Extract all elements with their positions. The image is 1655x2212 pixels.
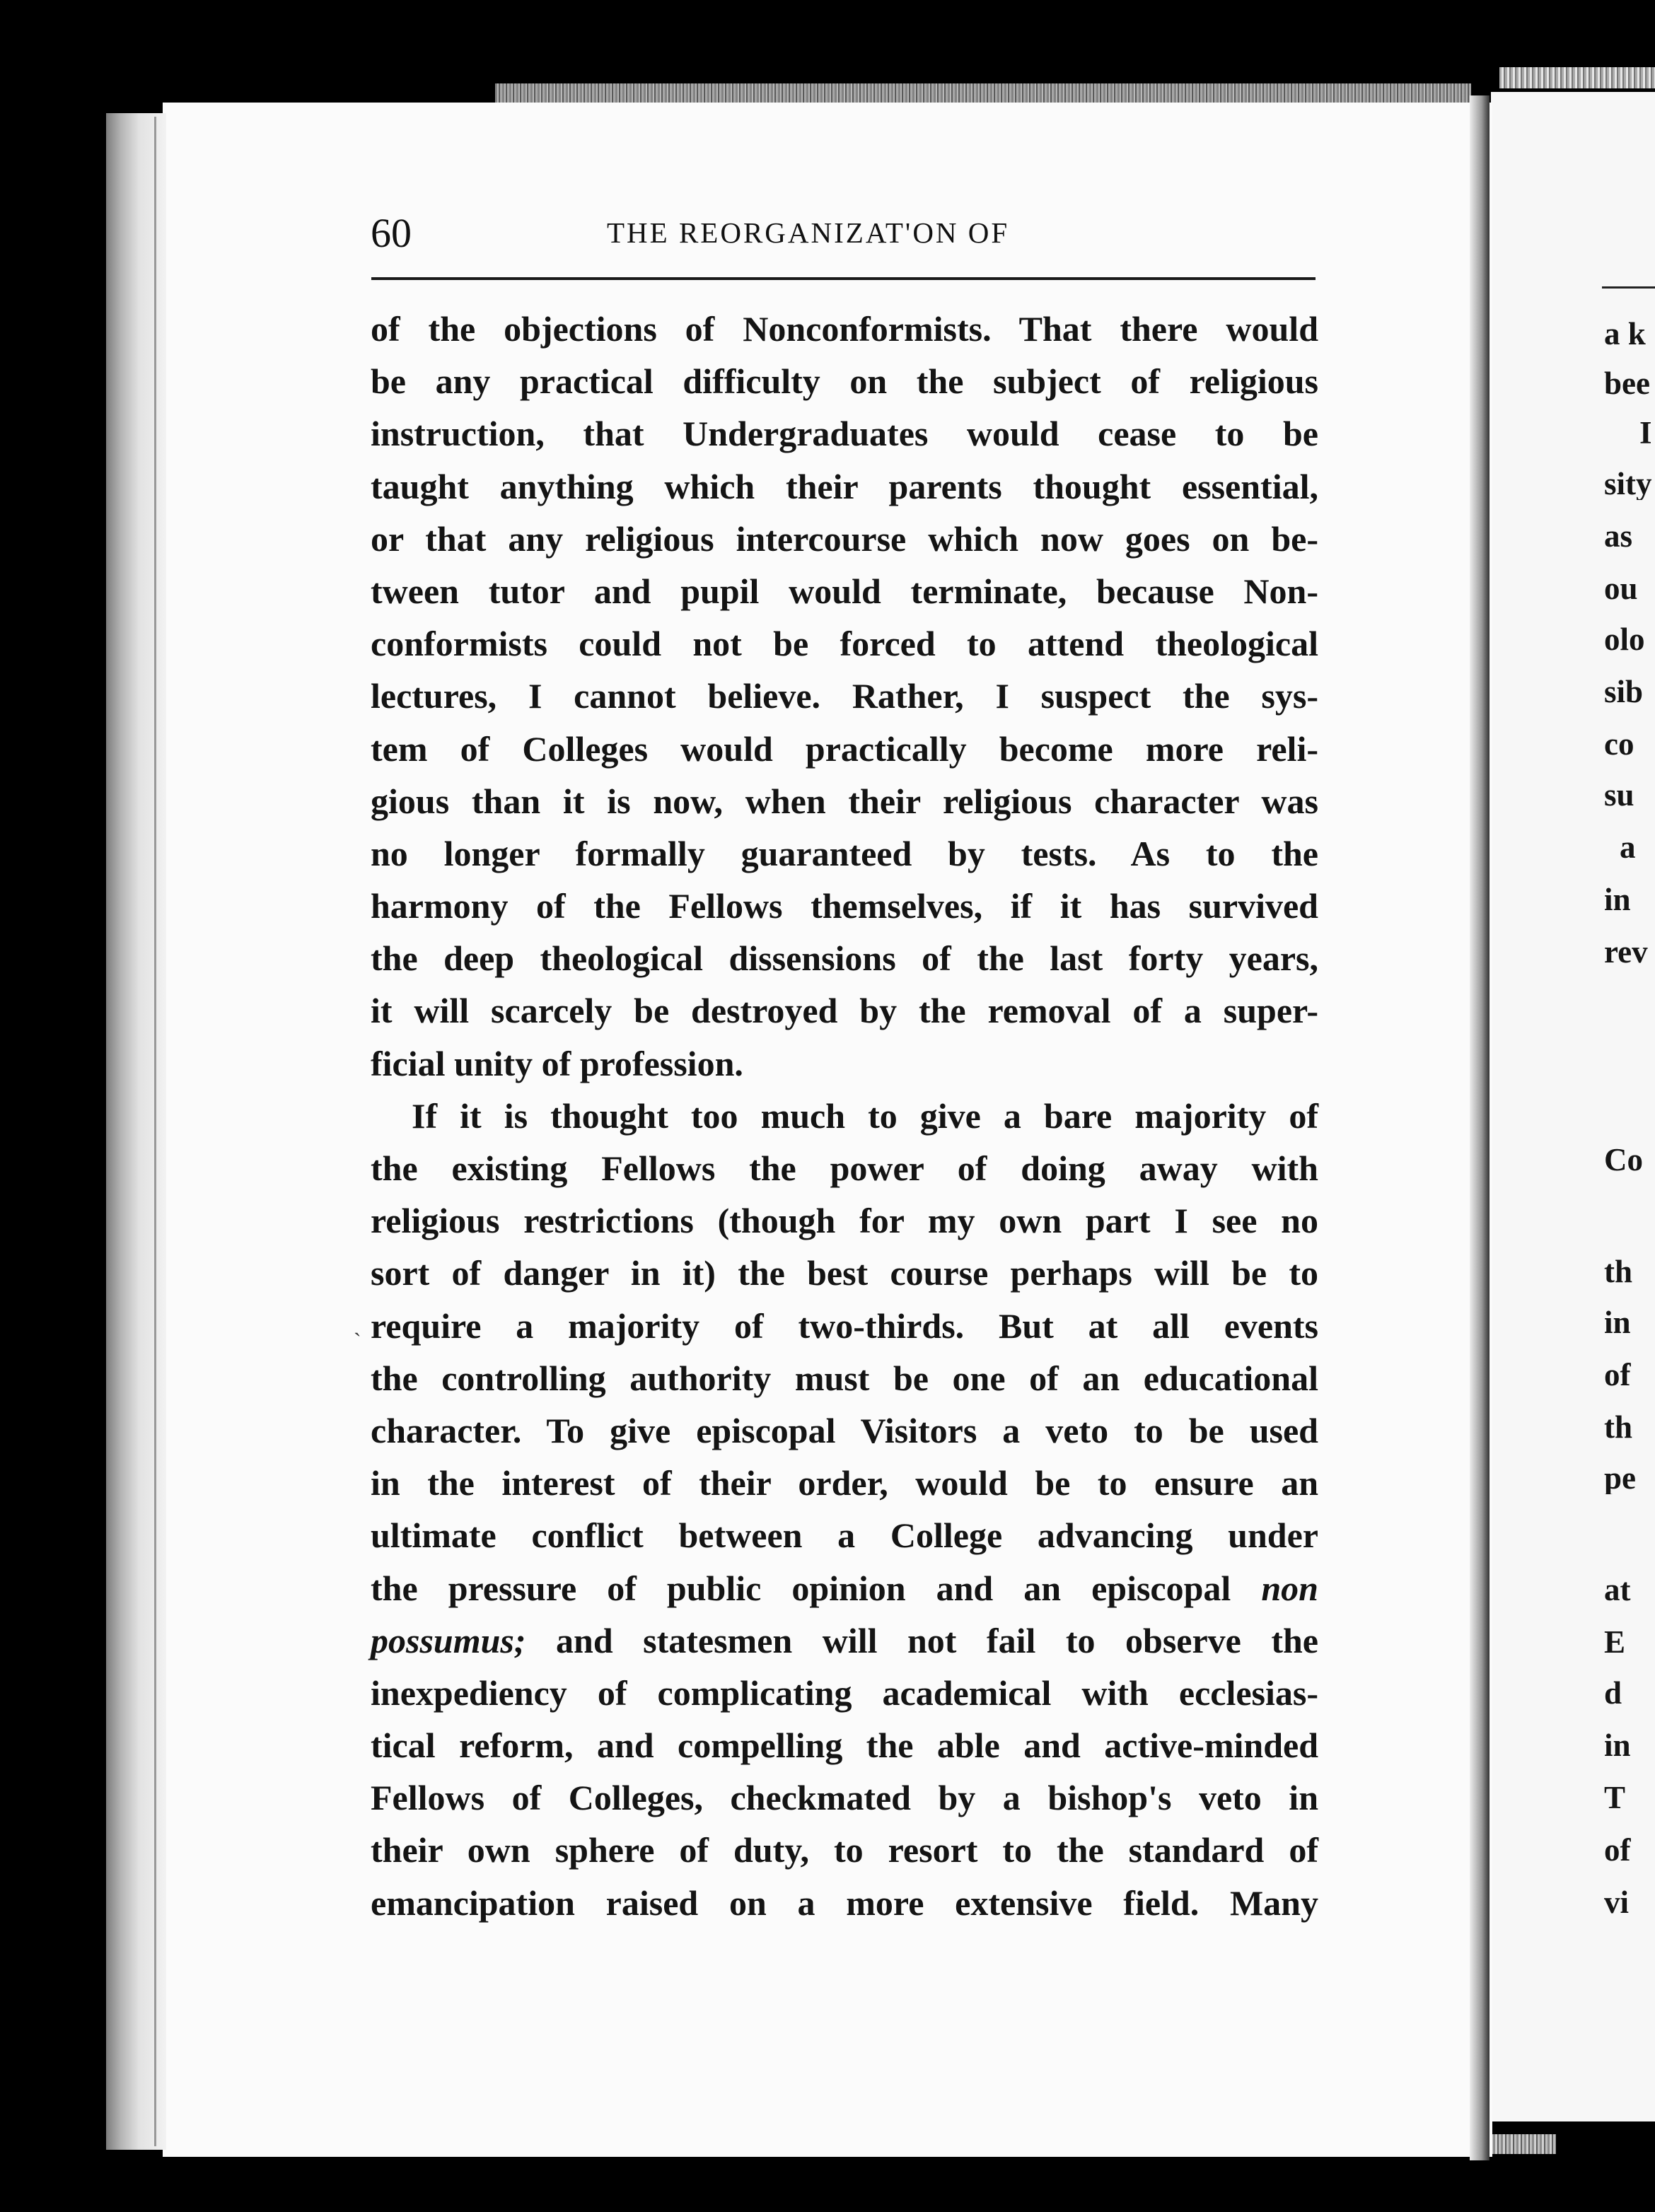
text-line: ficial unity of profession.	[371, 1043, 743, 1083]
adjacent-page-fragment: of	[1604, 1359, 1631, 1391]
adjacent-page-fragment: in	[1604, 1730, 1631, 1762]
book-spine	[106, 113, 166, 2150]
text-line: tween tutor and pupil would terminate, because Non-	[371, 571, 1318, 611]
text-line-segment: and statesmen will not fail to observe the	[556, 1620, 1318, 1660]
text-line: inexpediency of complicating academical with ecclesias-	[371, 1672, 1318, 1713]
text-line: or that any religious intercourse which now goes on be-	[371, 518, 1318, 559]
text-line: no longer formally guaranteed by tests. As to the	[371, 833, 1318, 873]
text-line: taught anything which their parents thought essential,	[371, 466, 1318, 506]
text-line: religious restrictions (though for my own part I see no	[371, 1201, 1318, 1241]
adjacent-page-fragment: th	[1604, 1411, 1633, 1443]
adjacent-page-fragment: at	[1604, 1574, 1631, 1606]
adjacent-page-fragment: olo	[1604, 624, 1645, 656]
page-right-edge	[1470, 95, 1490, 2160]
adjacent-page-fragment: ou	[1604, 573, 1638, 605]
adjacent-page-fragment: bee	[1604, 368, 1650, 400]
text-line: sort of danger in it) the best course perhaps will be to	[371, 1253, 1318, 1293]
running-head: THE REORGANIZAT'ON OF	[607, 216, 1010, 249]
text-line: their own sphere of duty, to resort to the standard of	[371, 1830, 1318, 1870]
text-line-segment: the pressure of public opinion and an episcopal	[371, 1568, 1231, 1608]
adjacent-page-fragment: co	[1604, 728, 1634, 760]
text-line: the deep theological dissensions of the last forty years,	[371, 938, 1318, 979]
adjacent-page-fragment: as	[1604, 520, 1633, 552]
text-line: gious than it is now, when their religious character was	[371, 781, 1318, 821]
adjacent-page-fragment: pe	[1604, 1462, 1636, 1494]
adjacent-page-fragment: Co	[1604, 1144, 1643, 1176]
text-line	[371, 1614, 1318, 1667]
adjacent-page-fragment: of	[1604, 1834, 1631, 1866]
page-number: 60	[371, 210, 412, 256]
text-line: If it is thought too much to give a bare majority of	[412, 1095, 1318, 1136]
text-line: conformists could not be forced to attend theological	[371, 624, 1318, 664]
text-line: Fellows of Colleges, checkmated by a bishop's veto in	[371, 1778, 1318, 1818]
spine-shadow-line	[154, 117, 156, 2146]
body-text	[371, 303, 1318, 1929]
page-edge-strip-top	[495, 83, 1471, 105]
text-line: lectures, I cannot believe. Rather, I suspect the sys-	[371, 676, 1318, 716]
margin-mark: ˋ	[354, 1328, 361, 1354]
adjacent-page-fragment: E	[1604, 1626, 1626, 1658]
text-line: character. To give episcopal Visitors a veto to be used	[371, 1410, 1318, 1450]
adjacent-page-fragment: sib	[1604, 676, 1644, 708]
adjacent-page-fragment: th	[1604, 1256, 1633, 1288]
adjacent-page-fragment: rev	[1604, 936, 1648, 968]
adjacent-page-fragment: sity	[1604, 468, 1652, 500]
text-line: tical reform, and compelling the able and active-minded	[371, 1725, 1318, 1766]
adjacent-page-fragment: I	[1639, 417, 1652, 449]
text-line: of the objections of Nonconformists. That there would	[371, 309, 1318, 349]
paragraph-2	[371, 1090, 1318, 1929]
text-line: the existing Fellows the power of doing away with	[371, 1148, 1318, 1188]
adjacent-page-fragment: in	[1604, 1307, 1631, 1339]
adjacent-page-fragment: a k	[1604, 318, 1646, 350]
adjacent-page-fragment: vi	[1604, 1887, 1630, 1919]
header-rule	[371, 277, 1316, 280]
adjacent-page-fragment: a	[1620, 832, 1636, 863]
text-line: ultimate conflict between a College advancing under	[371, 1515, 1318, 1556]
text-line: require a majority of two-thirds. But at all events	[371, 1305, 1318, 1346]
adjacent-page-fragment: d	[1604, 1677, 1622, 1709]
italic-phrase: possumus;	[371, 1620, 526, 1660]
text-line: harmony of the Fellows themselves, if it has survived	[371, 886, 1318, 926]
text-line: tem of Colleges would practically become more reli-	[371, 728, 1318, 769]
adjacent-page-fragment: T	[1604, 1782, 1626, 1814]
text-line: instruction, that Undergraduates would cease to be	[371, 414, 1318, 454]
italic-phrase: non	[1261, 1568, 1318, 1608]
adjacent-page-fragment: in	[1604, 884, 1631, 916]
paragraph-1	[371, 303, 1318, 1090]
adjacent-page-rule	[1602, 286, 1655, 289]
text-line: it will scarcely be destroyed by the removal of a super-	[371, 991, 1318, 1031]
text-line: emancipation raised on a more extensive field. Many	[371, 1882, 1318, 1923]
text-line	[371, 1562, 1318, 1614]
text-line: the controlling authority must be one of an educational	[371, 1358, 1318, 1398]
page-edge-strip-top-right	[1499, 67, 1655, 88]
text-line: in the interest of their order, would be to ensure an	[371, 1463, 1318, 1503]
adjacent-page-fragment: su	[1604, 779, 1634, 811]
text-line: be any practical difficulty on the subject of religious	[371, 361, 1318, 402]
